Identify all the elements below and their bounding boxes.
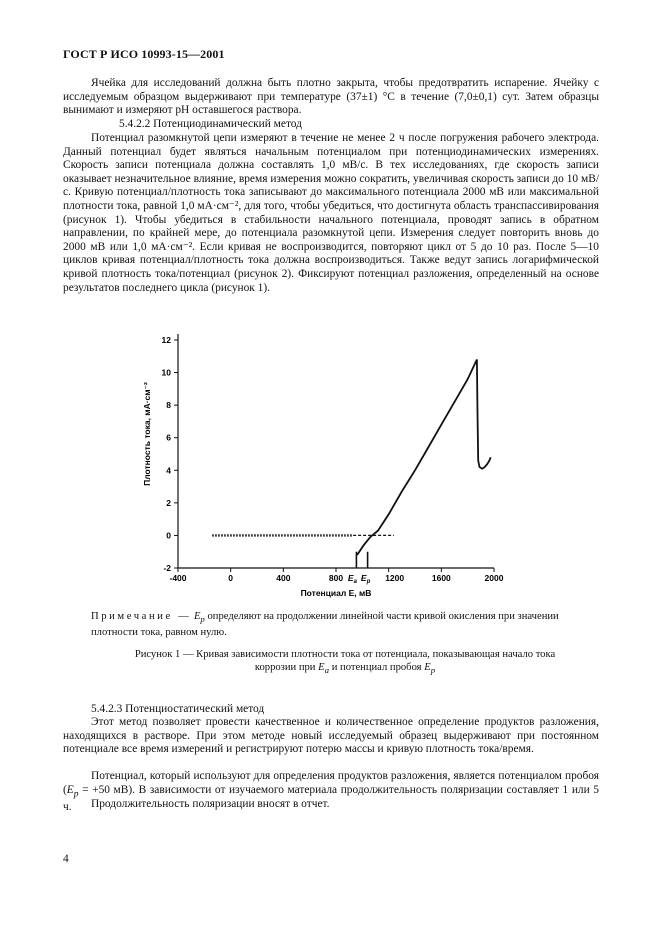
paragraph-potentiostatic-3: Продолжительность поляризации вносят в отчет. [91,798,330,810]
caption-line-1: Рисунок 1 — Кривая зависимости плотности тока от потенциала, показывающая начало тока [134,649,556,660]
caption-ep-symbol: $E_p$ [424,662,436,676]
figure-note [91,610,601,639]
section-heading-5422: 5.4.2.2 Потенциодинамический метод [119,118,302,130]
y-tick-label: 2 [166,497,171,508]
figure-caption [100,648,590,677]
note-lead: Примечание — [91,611,192,622]
y-tick-label: 8 [166,400,171,411]
paragraph-potentiostatic-2: Потенциал, который используют для определения продуктов разложения, является потенциалом пробоя ($E_p = +50$ мВ). В зависимости от изучаемого материала продолжительность поляризации составляет 1 или 5 ч. [63,770,599,814]
y-tick-label: 10 [161,367,171,378]
y-tick-label: 4 [166,465,171,476]
document-header: ГОСТ Р ИСО 10993-15—2001 [63,47,225,61]
x-tick-label: 1200 [385,573,405,583]
x-tick-label: 0 [228,573,234,583]
x-marker-label-ep: $E_p$ [360,573,371,585]
x-tick-label: 1600 [431,573,451,583]
x-tick-label: 2000 [484,573,504,583]
y-axis-label: Плотность тока, мА·см⁻² [142,382,152,486]
note-text: $E_p$ определяют на продолжении линейной части кривой окисления при значении плотности тока, равном нулю. [91,611,559,639]
paragraph-potentiodynamic: Потенциал разомкнутой цепи измеряют в течение не менее 2 ч после погружения рабочего электрода. Данный потенциал будет являться начальным потенциалом при потенциодинамических измерениях. Скорость записи потенциала должна составлять 1,0 мВ/с. В тех исследованиях, где скорость записи оказывает незначительное влияние, время измерения можно сократить, увеличивая скорость записи до 10 мВ/с. Кривую потенциал/плотность тока записывают до максимального потенциала 2000 мВ или максимальной плотности тока, равной 1,0 мА·см⁻², для того, чтобы убедиться, что достигнута область транспассивирования (рисунок 1). Чтобы убедиться в стабильности начального потенциала, проводят запись в обратном направлении, по крайней мере, до потенциала разомкнутой цепи. Измерения следует повторить вновь до 2000 мВ или 1,0 мА·см⁻². Если кривая не воспроизводится, повторяют цикл от 5 до 10 раз. После 5—10 циклов кривая потенциал/плотность тока должна воспроизводиться. Также ведут запись логарифмической кривой плотность тока/потенциал (рисунок 2). Фиксируют потенциал разложения, определенный на основе результатов последнего цикла (рисунок 1). [63,132,599,294]
x-tick-label: -400 [169,573,187,583]
series-line-2 [357,360,491,556]
paragraph-potentiostatic-1: Этот метод позволяет провести качественное и количественное определение продуктов разложения, находящихся в растворе. При этом методе новый исследуемый образец выдерживают при постоянном потенциале все время измерений и регистрируют потерю массы и кривую плотность тока/время. [63,716,599,756]
plot-area [212,360,491,569]
section-heading-5423: 5.4.2.3 Потенциостатический метод [91,703,265,715]
current-density-potential-chart [140,320,520,600]
page-number: 4 [63,853,69,865]
y-tick-label: 0 [166,530,171,541]
caption-ea-symbol: $E_a$ [318,662,330,676]
axes [162,334,504,585]
x-tick-label: 800 [328,573,344,583]
y-tick-label: 6 [166,432,171,443]
y-tick-label: 12 [161,335,171,345]
x-marker-label-ea: $E_a$ [347,573,357,585]
y-tick-label: -2 [163,563,171,573]
paragraph-cell-sealing: Ячейка для исследований должна быть плотно закрыта, чтобы предотвратить испарение. Ячейку с исследуемым образцом выдерживают при температуре (37±1) °С в течение (7,0±0,1) сут. Затем образцы вынимают и измеряют рН оставшегося раствора. [63,77,599,117]
x-axis-label: Потенциал E, мВ [300,588,372,598]
caption-line-2: коррозии при $E_a$ и потенциал пробоя $E_p$ [254,662,436,676]
x-tick-label: 400 [276,573,291,583]
